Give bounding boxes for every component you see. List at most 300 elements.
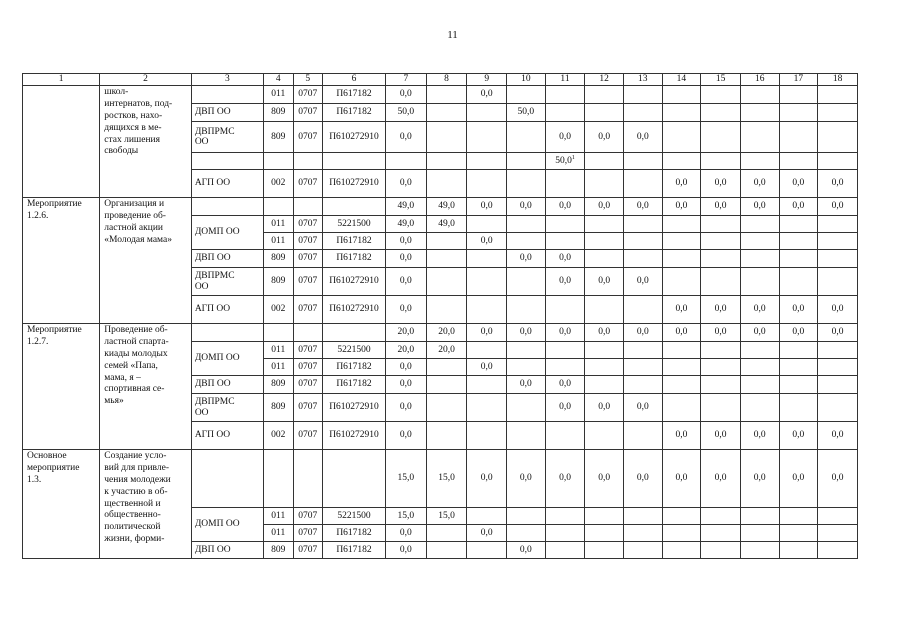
amount-cell — [426, 525, 467, 542]
amount-cell — [623, 153, 662, 170]
executor-cell: ДВПРМС ОО — [191, 268, 263, 296]
amount-cell — [507, 198, 546, 216]
amount-value: 0,0 — [831, 327, 844, 338]
amount-value: 0,0 — [480, 89, 493, 100]
amount-cell — [779, 250, 818, 268]
budget-code-cell — [264, 324, 293, 342]
amount-cell — [585, 508, 624, 525]
amount-value: 0,0 — [831, 178, 844, 189]
amount-cell — [545, 324, 585, 342]
amount-value: 15,0 — [397, 510, 415, 521]
activity-description-cell: Создание усло- вий для привле- чения молодежи к участию в об- щественной и общественно- политической жизни, форми- — [100, 450, 192, 559]
amount-cell — [507, 122, 546, 153]
amount-cell — [426, 324, 467, 342]
amount-cell — [467, 153, 507, 170]
amount-value: 0,0 — [714, 178, 727, 189]
amount-cell — [662, 525, 701, 542]
amount-cell — [701, 198, 741, 216]
column-number-cell: 16 — [740, 74, 779, 86]
executor-cell: ДОМП ОО — [191, 216, 263, 250]
amount-cell — [818, 422, 858, 450]
amount-value: 0,0 — [831, 201, 844, 212]
executor-cell: ДВП ОО — [191, 542, 263, 559]
amount-value: 0,0 — [714, 327, 727, 338]
amount-cell — [662, 422, 701, 450]
budget-code-cell — [322, 153, 385, 170]
amount-value: 0,0 — [480, 527, 493, 538]
amount-cell — [701, 324, 741, 342]
executor-cell — [191, 153, 263, 170]
budget-code-value: 809 — [271, 276, 286, 287]
amount-cell — [507, 376, 546, 394]
amount-value: 0,0 — [480, 235, 493, 246]
amount-value: 0,0 — [636, 402, 649, 413]
amount-cell — [779, 342, 818, 359]
amount-cell — [662, 508, 701, 525]
amount-cell — [545, 359, 585, 376]
amount-cell — [545, 342, 585, 359]
amount-cell — [662, 104, 701, 122]
budget-code-value: П617182 — [336, 544, 372, 555]
amount-cell — [426, 296, 467, 324]
amount-cell — [585, 342, 624, 359]
amount-cell — [386, 359, 427, 376]
amount-cell — [545, 296, 585, 324]
amount-cell — [467, 359, 507, 376]
amount-value: 0,0 — [519, 253, 532, 264]
amount-cell — [545, 525, 585, 542]
amount-cell — [701, 170, 741, 198]
amount-cell — [507, 153, 546, 170]
amount-cell — [507, 268, 546, 296]
executor-cell — [191, 86, 263, 104]
amount-cell — [426, 450, 467, 508]
budget-code-value: П610272910 — [329, 131, 379, 142]
budget-code-cell — [293, 268, 322, 296]
amount-cell — [545, 122, 585, 153]
amount-cell — [507, 525, 546, 542]
amount-cell — [740, 170, 779, 198]
budget-code-cell — [293, 86, 322, 104]
amount-value: 50,0 — [397, 107, 415, 118]
amount-cell — [701, 508, 741, 525]
budget-code-cell — [322, 250, 385, 268]
amount-value: 0,0 — [399, 304, 412, 315]
amount-value: 0,0 — [598, 473, 611, 484]
amount-cell — [545, 86, 585, 104]
budget-code-value: 011 — [271, 89, 286, 100]
amount-value: 20,0 — [438, 327, 455, 338]
amount-cell — [740, 296, 779, 324]
budget-code-value: П617182 — [336, 379, 372, 390]
amount-value: 0,0 — [636, 276, 649, 287]
budget-code-cell — [322, 268, 385, 296]
executor-cell: ДВП ОО — [191, 104, 263, 122]
amount-value: 0,0 — [399, 235, 412, 246]
budget-code-cell — [264, 376, 293, 394]
amount-cell — [507, 250, 546, 268]
amount-value: 0,0 — [714, 201, 727, 212]
amount-cell — [662, 342, 701, 359]
amount-cell — [701, 542, 741, 559]
column-number-cell: 12 — [585, 74, 624, 86]
amount-cell — [623, 122, 662, 153]
amount-cell — [662, 268, 701, 296]
budget-code-value: 0707 — [298, 131, 318, 142]
budget-code-cell — [293, 216, 322, 233]
amount-value: 0,0 — [399, 402, 412, 413]
amount-cell — [585, 153, 624, 170]
budget-code-cell — [322, 342, 385, 359]
amount-cell — [662, 542, 701, 559]
amount-cell — [623, 296, 662, 324]
amount-value: 0,0 — [753, 430, 766, 441]
amount-cell — [740, 153, 779, 170]
amount-cell — [740, 122, 779, 153]
amount-value: 15,0 — [438, 510, 455, 521]
amount-cell — [426, 153, 467, 170]
budget-code-cell — [293, 296, 322, 324]
budget-code-value: 011 — [271, 510, 286, 521]
amount-value: 0,0 — [792, 430, 805, 441]
amount-cell — [386, 342, 427, 359]
amount-value: 0,0 — [792, 304, 805, 315]
amount-cell — [585, 216, 624, 233]
amount-cell — [818, 104, 858, 122]
amount-cell — [426, 122, 467, 153]
amount-cell — [426, 268, 467, 296]
activity-id-cell: Мероприятие 1.2.6. — [23, 198, 100, 324]
amount-cell — [662, 86, 701, 104]
amount-cell — [386, 394, 427, 422]
budget-code-value: 0707 — [298, 304, 318, 315]
amount-cell — [818, 542, 858, 559]
budget-code-value: 0707 — [298, 178, 318, 189]
amount-cell — [779, 104, 818, 122]
amount-cell — [779, 268, 818, 296]
amount-value: 0,0 — [399, 379, 412, 390]
amount-value: 0,0 — [559, 327, 571, 338]
budget-code-cell — [322, 542, 385, 559]
amount-cell — [507, 324, 546, 342]
amount-value: 15,0 — [438, 473, 455, 484]
amount-cell — [426, 233, 467, 250]
amount-cell — [467, 525, 507, 542]
budget-code-value: 0707 — [298, 218, 318, 229]
budget-code-cell — [264, 422, 293, 450]
amount-value: 0,0 — [559, 379, 571, 390]
budget-code-cell — [293, 450, 322, 508]
amount-cell — [507, 542, 546, 559]
amount-cell — [662, 376, 701, 394]
amount-cell — [662, 216, 701, 233]
amount-cell — [701, 296, 741, 324]
amount-value: 49,0 — [397, 201, 415, 212]
activity-id-cell — [23, 86, 100, 198]
budget-code-cell — [264, 268, 293, 296]
amount-cell — [623, 104, 662, 122]
amount-value: 0,0 — [831, 304, 844, 315]
budget-code-cell — [293, 394, 322, 422]
amount-value: 0,0 — [480, 327, 493, 338]
amount-cell — [779, 508, 818, 525]
budget-code-cell — [264, 508, 293, 525]
amount-cell — [818, 153, 858, 170]
amount-cell — [545, 170, 585, 198]
budget-code-value: П610272910 — [329, 304, 379, 315]
amount-cell — [623, 508, 662, 525]
amount-value: 0,0 — [519, 327, 532, 338]
amount-value: 0,0 — [753, 178, 766, 189]
footnote-marker: 1 — [571, 154, 575, 161]
amount-cell — [467, 104, 507, 122]
amount-cell — [701, 422, 741, 450]
budget-code-value: 002 — [271, 178, 286, 189]
amount-value: 49,0 — [438, 218, 455, 229]
amount-cell — [386, 508, 427, 525]
amount-cell — [779, 542, 818, 559]
amount-cell — [467, 216, 507, 233]
amount-cell — [740, 422, 779, 450]
amount-cell — [386, 122, 427, 153]
amount-cell — [386, 450, 427, 508]
amount-cell — [740, 324, 779, 342]
budget-code-cell — [264, 198, 293, 216]
amount-cell — [467, 250, 507, 268]
amount-cell — [585, 296, 624, 324]
budget-code-cell — [293, 542, 322, 559]
budget-code-cell — [264, 296, 293, 324]
amount-cell — [779, 86, 818, 104]
budget-code-value: П617182 — [336, 235, 372, 246]
amount-cell — [545, 250, 585, 268]
amount-cell — [818, 450, 858, 508]
amount-cell — [740, 198, 779, 216]
amount-value: 0,0 — [636, 473, 649, 484]
amount-cell — [779, 233, 818, 250]
amount-cell — [623, 450, 662, 508]
amount-cell — [507, 86, 546, 104]
budget-code-cell — [293, 250, 322, 268]
amount-cell — [467, 198, 507, 216]
amount-value: 0,0 — [792, 327, 805, 338]
column-number-cell: 15 — [701, 74, 741, 86]
amount-cell — [662, 324, 701, 342]
amount-value: 0,0 — [399, 89, 412, 100]
column-number-cell: 3 — [191, 74, 263, 86]
amount-value: 0,0 — [399, 430, 412, 441]
amount-cell — [701, 122, 741, 153]
amount-cell — [585, 422, 624, 450]
budget-code-cell — [264, 542, 293, 559]
amount-cell — [386, 525, 427, 542]
budget-code-cell — [264, 216, 293, 233]
amount-cell — [386, 324, 427, 342]
amount-cell — [386, 268, 427, 296]
amount-value: 0,0 — [598, 402, 611, 413]
budget-code-cell — [322, 233, 385, 250]
activity-id-cell: Основное мероприятие 1.3. — [23, 450, 100, 559]
amount-cell — [623, 376, 662, 394]
amount-value: 49,0 — [397, 218, 415, 229]
budget-code-value: 5221500 — [337, 510, 371, 521]
budget-code-value: П617182 — [336, 253, 372, 264]
amount-cell — [818, 250, 858, 268]
amount-cell — [740, 359, 779, 376]
budget-code-cell — [264, 359, 293, 376]
amount-cell — [386, 296, 427, 324]
table-row — [23, 324, 858, 342]
executor-cell: АГП ОО — [191, 170, 263, 198]
amount-cell — [545, 394, 585, 422]
budget-code-cell — [322, 450, 385, 508]
amount-value: 49,0 — [438, 201, 455, 212]
amount-cell — [623, 542, 662, 559]
budget-code-cell — [264, 233, 293, 250]
budget-code-value: 0707 — [298, 527, 318, 538]
amount-value: 0,0 — [792, 201, 805, 212]
budget-code-value: П617182 — [336, 527, 372, 538]
amount-value: 0,0 — [675, 430, 688, 441]
amount-cell — [386, 198, 427, 216]
amount-cell — [662, 450, 701, 508]
budget-code-value: 0707 — [298, 344, 318, 355]
budget-code-value: П610272910 — [329, 430, 379, 441]
column-number-cell: 13 — [623, 74, 662, 86]
budget-code-value: 809 — [271, 402, 286, 413]
amount-value: 0,0 — [519, 379, 532, 390]
executor-cell: ДВП ОО — [191, 376, 263, 394]
amount-value: 0,0 — [480, 201, 493, 212]
budget-code-value: П617182 — [336, 107, 372, 118]
budget-code-cell — [322, 170, 385, 198]
column-number-cell: 14 — [662, 74, 701, 86]
amount-cell — [545, 216, 585, 233]
executor-cell: ДВПРМС ОО — [191, 122, 263, 153]
amount-cell — [507, 422, 546, 450]
amount-cell — [779, 359, 818, 376]
amount-cell — [818, 233, 858, 250]
amount-cell — [426, 170, 467, 198]
amount-cell — [779, 376, 818, 394]
amount-cell — [701, 216, 741, 233]
amount-cell — [585, 122, 624, 153]
budget-code-value: П610272910 — [329, 178, 379, 189]
column-number-cell: 9 — [467, 74, 507, 86]
column-number-cell: 18 — [818, 74, 858, 86]
amount-value: 0,0 — [714, 430, 727, 441]
amount-cell — [507, 216, 546, 233]
amount-cell — [386, 376, 427, 394]
amount-value: 0,0 — [399, 131, 412, 142]
amount-cell — [623, 525, 662, 542]
amount-cell — [426, 508, 467, 525]
amount-cell — [818, 394, 858, 422]
amount-cell — [740, 268, 779, 296]
amount-value: 0,0 — [519, 544, 532, 555]
amount-value: 0,0 — [831, 430, 844, 441]
amount-cell — [507, 233, 546, 250]
column-number-cell: 4 — [264, 74, 293, 86]
amount-cell — [467, 422, 507, 450]
budget-code-value: 5221500 — [337, 218, 371, 229]
amount-cell — [818, 359, 858, 376]
amount-cell — [467, 86, 507, 104]
amount-cell — [623, 86, 662, 104]
amount-cell — [779, 216, 818, 233]
budget-code-cell — [322, 508, 385, 525]
budget-code-cell — [264, 525, 293, 542]
amount-value: 0,0 — [559, 201, 571, 212]
amount-cell — [662, 122, 701, 153]
amount-cell — [426, 216, 467, 233]
budget-code-value: 011 — [271, 361, 286, 372]
amount-cell — [701, 394, 741, 422]
amount-cell — [386, 104, 427, 122]
budget-code-cell — [264, 86, 293, 104]
amount-value: 0,0 — [519, 473, 532, 484]
amount-cell — [585, 198, 624, 216]
budget-code-value: 0707 — [298, 235, 318, 246]
budget-code-value: 5221500 — [337, 344, 371, 355]
budget-code-value: П610272910 — [329, 402, 379, 413]
amount-cell — [426, 359, 467, 376]
amount-cell — [740, 250, 779, 268]
amount-cell — [585, 394, 624, 422]
amount-value: 0,0 — [399, 178, 412, 189]
amount-cell — [623, 216, 662, 233]
amount-cell — [507, 359, 546, 376]
executor-cell — [191, 198, 263, 216]
amount-value: 0,0 — [598, 276, 611, 287]
amount-cell — [467, 170, 507, 198]
budget-code-value: 0707 — [298, 544, 318, 555]
amount-cell — [585, 233, 624, 250]
amount-cell — [818, 268, 858, 296]
amount-cell — [585, 170, 624, 198]
amount-cell — [426, 376, 467, 394]
amount-cell — [701, 268, 741, 296]
amount-cell — [740, 376, 779, 394]
budget-code-cell — [293, 122, 322, 153]
budget-code-value: 0707 — [298, 276, 318, 287]
budget-code-value: 809 — [271, 253, 286, 264]
amount-cell — [545, 508, 585, 525]
amount-cell — [701, 86, 741, 104]
amount-cell — [386, 250, 427, 268]
amount-cell — [426, 198, 467, 216]
column-number-cell: 11 — [545, 74, 585, 86]
amount-value: 50,0 — [555, 155, 572, 166]
amount-value: 50,0 — [517, 107, 535, 118]
amount-cell — [818, 342, 858, 359]
amount-cell — [818, 198, 858, 216]
budget-code-value: 011 — [271, 218, 286, 229]
budget-code-value: 0707 — [298, 510, 318, 521]
amount-cell — [426, 542, 467, 559]
amount-cell — [779, 394, 818, 422]
budget-code-cell — [264, 122, 293, 153]
amount-cell — [818, 376, 858, 394]
amount-value: 0,0 — [399, 527, 412, 538]
amount-cell — [585, 86, 624, 104]
table-row — [23, 198, 858, 216]
amount-cell — [585, 250, 624, 268]
budget-code-cell — [264, 342, 293, 359]
amount-cell — [467, 296, 507, 324]
column-number-cell: 8 — [426, 74, 467, 86]
amount-cell — [545, 422, 585, 450]
